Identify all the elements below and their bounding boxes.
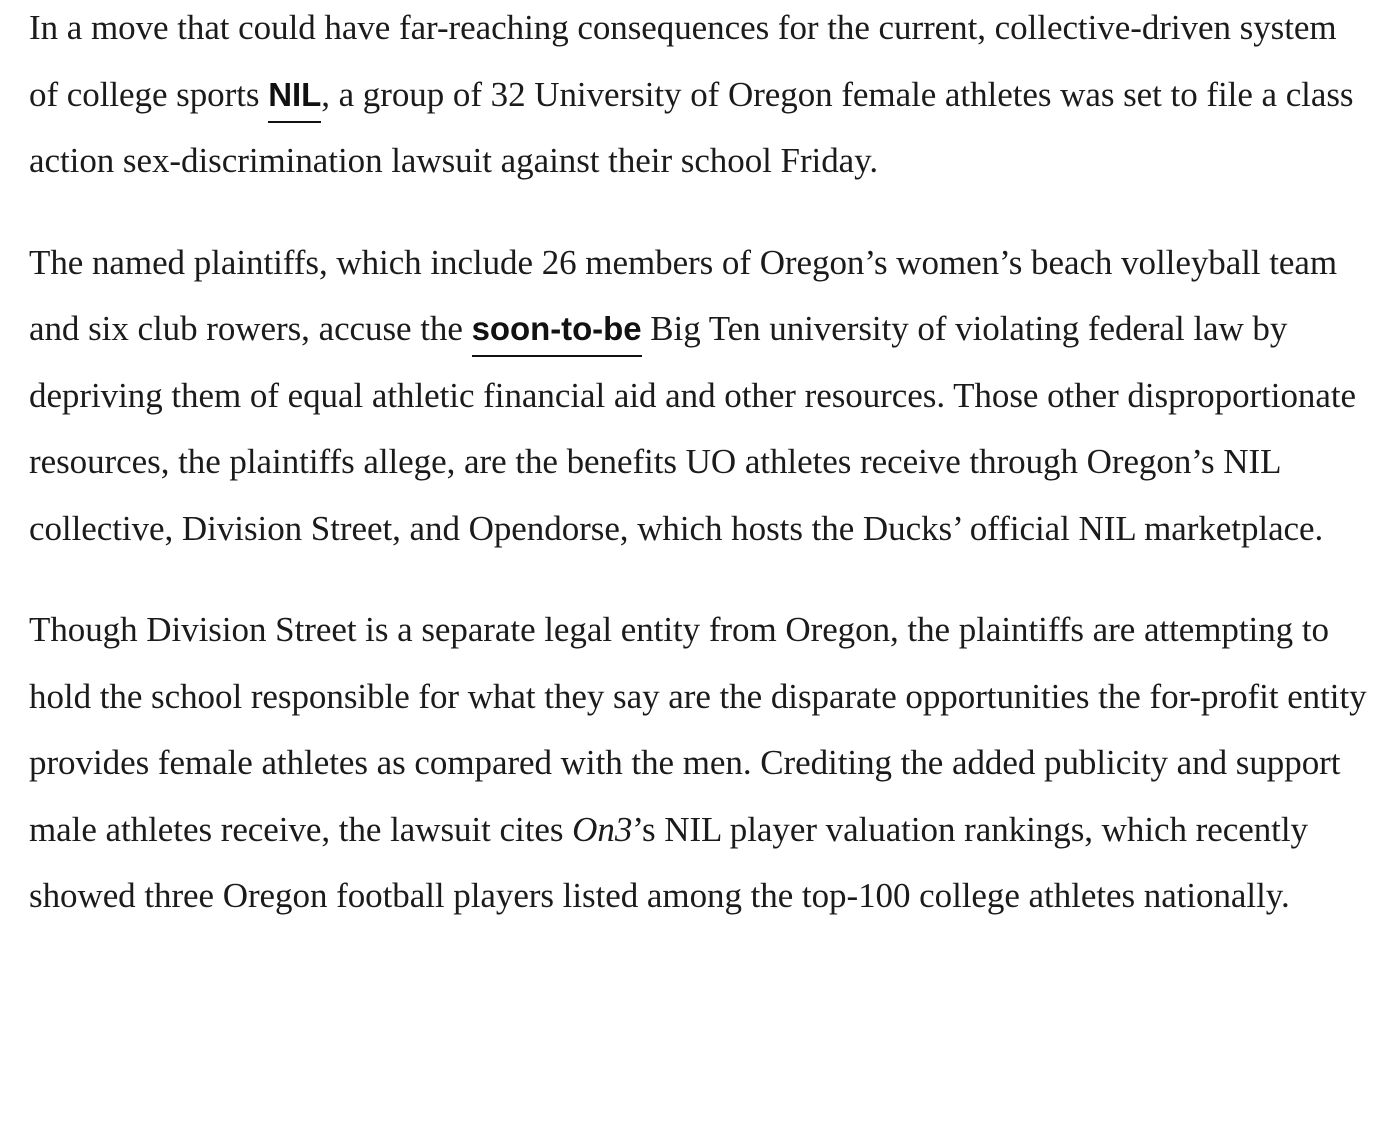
paragraph-1 <box>29 0 1369 195</box>
soon-to-be-link[interactable]: soon-to-be <box>472 310 642 357</box>
paragraph-3-text-end: ’s NIL player valuation rankings, which recently showed three Oregon football players listed among the top-100 college athletes nationally. <box>29 809 1308 915</box>
paragraph-2-text-end: Big Ten university of violating federal law by depriving them of equal athletic financial aid and other resources. Those other disproportionate resources, the plaintiffs allege, are the benefits UO athletes receive through Oregon’s NIL collective, Division Street, and Opendorse, which hosts the Ducks’ official NIL marketplace. <box>29 309 1357 548</box>
nil-link[interactable]: NIL <box>268 76 321 123</box>
paragraph-2 <box>29 230 1369 563</box>
paragraph-1-text-start: In a move that could have far-reaching consequences for the current, collective-driven system of college sports <box>29 8 1337 114</box>
paragraph-3 <box>29 597 1369 930</box>
paragraph-1-text-end: , a group of 32 University of Oregon female athletes was set to file a class action sex-discrimination lawsuit against their school Friday. <box>29 74 1354 180</box>
paragraph-3-text-start: Though Division Street is a separate legal entity from Oregon, the plaintiffs are attempting to hold the school responsible for what they say are the disparate opportunities the for-profit entity provides female athletes as compared with the men. Crediting the added publicity and support male athletes receive, the lawsuit cites <box>29 610 1367 849</box>
on3-publication-name: On3 <box>572 809 633 849</box>
article-body <box>29 0 1369 965</box>
paragraph-2-text-start: The named plaintiffs, which include 26 members of Oregon’s women’s beach volleyball team and six club rowers, accuse the <box>29 242 1338 348</box>
